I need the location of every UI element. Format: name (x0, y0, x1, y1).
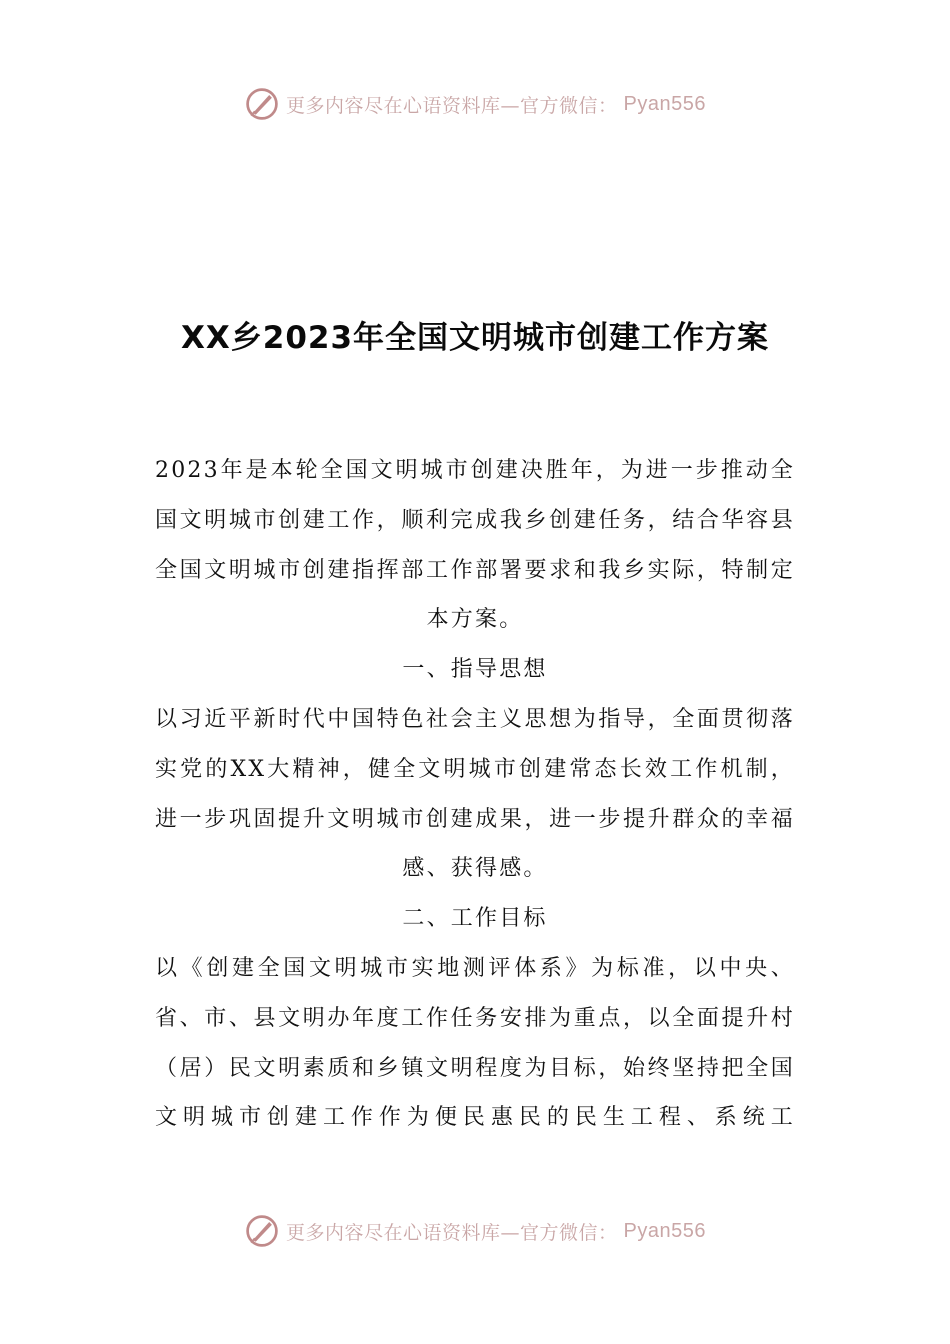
section-heading-work-goals: 二、工作目标 (402, 906, 548, 932)
header-watermark (0, 86, 950, 122)
document-title: XX乡2023年全国文明城市创建工作方案 (180, 320, 770, 356)
section-heading-guiding-ideology: 一、指导思想 (402, 657, 548, 683)
watermark-wechat-id: Pyan556 (623, 1219, 706, 1242)
document-body (155, 446, 795, 1143)
work-goals-paragraph: 以《创建全国文明城市实地测评体系》为标准，以中央、省、市、县文明办年度工作任务安排为重点，以全面提升村（居）民文明素质和乡镇文明程度为目标，始终坚持把全国文明城市创建工作作为便民惠民的民生工程、系统工 (155, 955, 795, 1131)
quill-logo-icon (244, 1213, 280, 1249)
quill-logo-icon (244, 86, 280, 122)
watermark-text: 更多内容尽在心语资料库—官方微信： (286, 94, 618, 117)
watermark-text: 更多内容尽在心语资料库—官方微信： (286, 1221, 618, 1244)
guiding-ideology-paragraph: 以习近平新时代中国特色社会主义思想为指导，全面贯彻落实党的XX大精神，健全文明城市创建常态长效工作机制，进一步巩固提升文明城市创建成果，进一步提升群众的幸福感、获得感。 (155, 706, 795, 882)
intro-paragraph: 2023年是本轮全国文明城市创建决胜年，为进一步推动全国文明城市创建工作，顺利完成我乡创建任务，结合华容县全国文明城市创建指挥部工作部署要求和我乡实际，特制定本方案。 (155, 458, 795, 633)
footer-watermark (0, 1213, 950, 1249)
watermark-wechat-id: Pyan556 (623, 92, 706, 115)
